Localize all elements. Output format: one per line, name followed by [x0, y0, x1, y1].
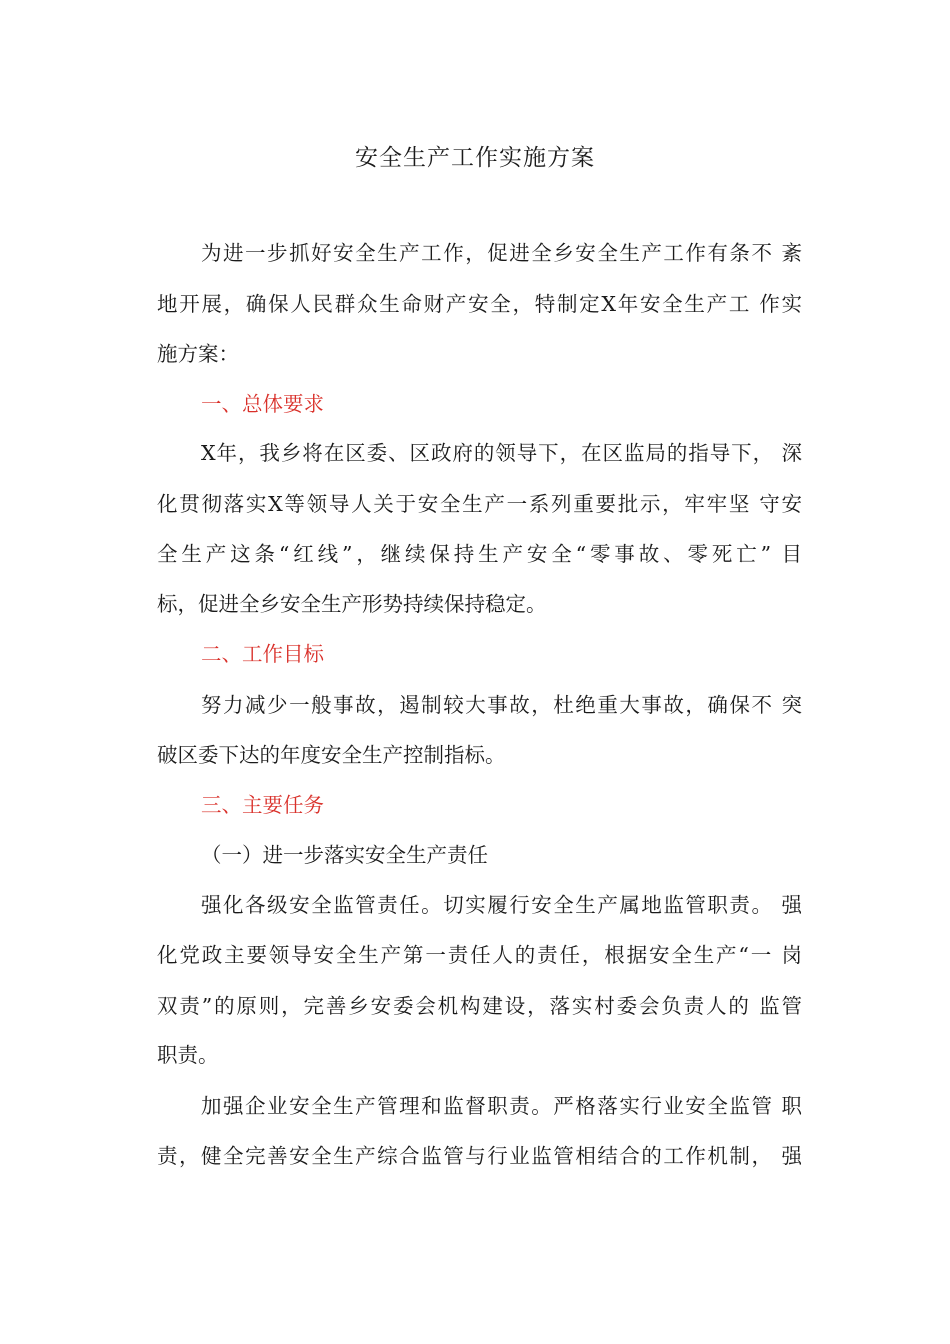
paragraph-line: X年，我乡将在区委、区政府的领导下，在区监局的指导下， 深 — [201, 441, 802, 465]
section-heading: 一、总体要求 — [201, 392, 324, 416]
paragraph-line: 破区委下达的年度安全生产控制指标。 — [157, 743, 506, 767]
paragraph-line: 全生产这条“红线”，继续保持生产安全“零事故、零死亡” 目 — [157, 542, 802, 566]
paragraph-line: 努力减少一般事故，遏制较大事故，杜绝重大事故，确保不 突 — [201, 693, 802, 717]
paragraph-line: 化党政主要领导安全生产第一责任人的责任，根据安全生产“一 岗 — [157, 943, 802, 967]
paragraph-line: 责，健全完善安全生产综合监管与行业监管相结合的工作机制， 强 — [157, 1144, 802, 1168]
document-title: 安全生产工作实施方案 — [355, 145, 595, 171]
paragraph-line: 地开展，确保人民群众生命财产安全，特制定X年安全生产工 作实 — [157, 292, 802, 316]
section-heading: 二、工作目标 — [201, 642, 324, 666]
section-heading: 三、主要任务 — [201, 793, 324, 817]
paragraph-line: 施方案： — [157, 342, 239, 366]
paragraph-line: 加强企业安全生产管理和监督职责。严格落实行业安全监管 职 — [201, 1094, 802, 1118]
paragraph-line: 化贯彻落实X等领导人关于安全生产一系列重要批示，牢牢坚 守安 — [157, 492, 802, 516]
subsection-heading: （一）进一步落实安全生产责任 — [201, 843, 488, 867]
paragraph-line: 为进一步抓好安全生产工作，促进全乡安全生产工作有条不 紊 — [201, 241, 802, 265]
paragraph-line: 双责”的原则，完善乡安委会机构建设，落实村委会负责人的 监管 — [157, 994, 802, 1018]
paragraph-line: 职责。 — [157, 1043, 219, 1067]
paragraph-line: 强化各级安全监管责任。切实履行安全生产属地监管职责。 强 — [201, 893, 802, 917]
paragraph-line: 标，促进全乡安全生产形势持续保持稳定。 — [157, 592, 547, 616]
